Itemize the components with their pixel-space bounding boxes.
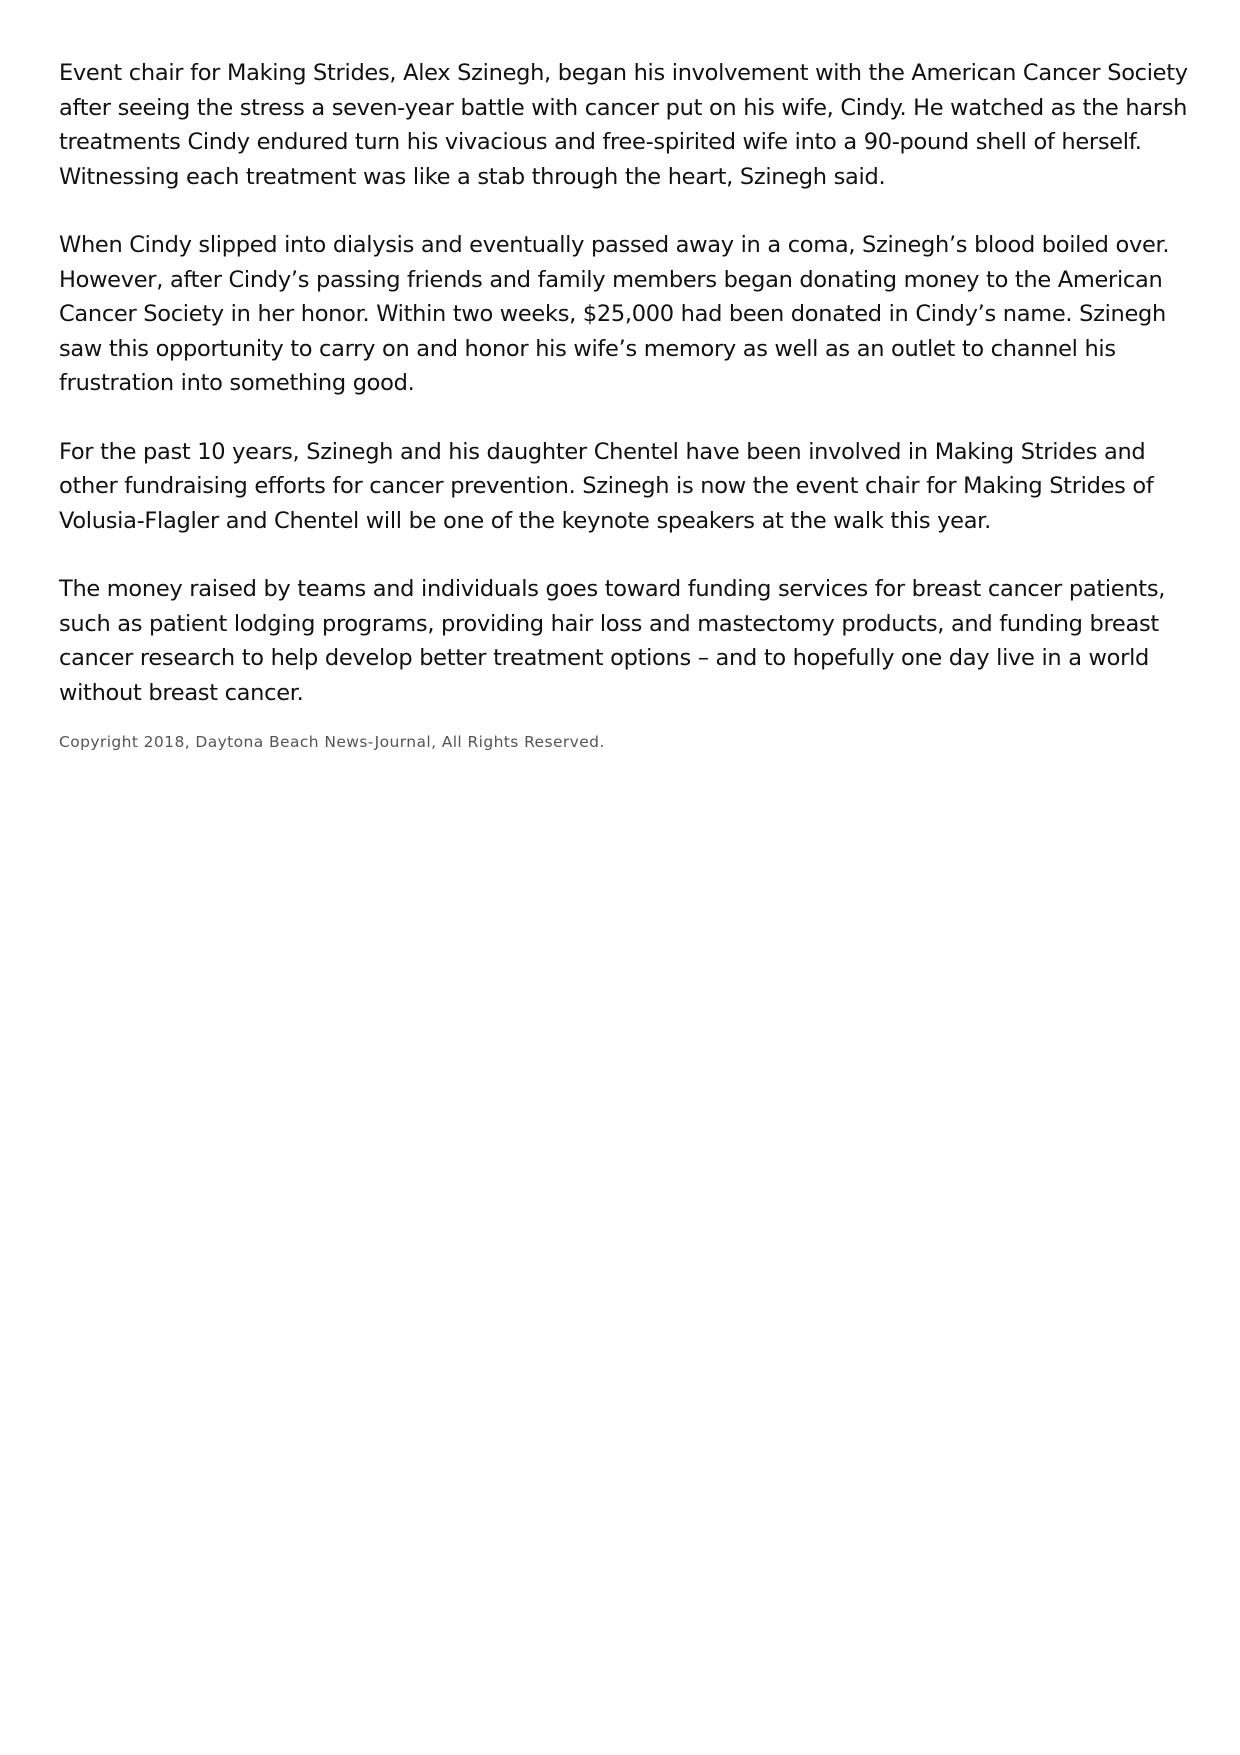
copyright-notice: Copyright 2018, Daytona Beach News-Journal, All Rights Reserved. <box>59 733 605 751</box>
article-paragraph-1: Event chair for Making Strides, Alex Szinegh, began his involvement with the American Cancer Society after seeing the stress a seven-year battle with cancer put on his wife, Cindy. He watched as the harsh treatments Cindy endured turn his vivacious and free-spirited wife into a 90-pound shell of herself. Witnessing each treatment was like a stab through the heart, Szinegh said. <box>59 60 1188 190</box>
article-paragraph-2: When Cindy slipped into dialysis and eventually passed away in a coma, Szinegh’s blood boiled over. However, after Cindy’s passing friends and family members began donating money to the American Cancer Society in her honor. Within two weeks, $25,000 had been donated in Cindy’s name. Szinegh saw this opportunity to carry on and honor his wife’s memory as well as an outlet to channel his frustration into something good. <box>59 232 1170 396</box>
article-body <box>59 56 1189 752</box>
article-paragraph-3: For the past 10 years, Szinegh and his daughter Chentel have been involved in Making Strides and other fundraising efforts for cancer prevention. Szinegh is now the event chair for Making Strides of Volusia-Flagler and Chentel will be one of the keynote speakers at the walk this year. <box>59 438 1154 534</box>
article-paragraph-4: The money raised by teams and individuals goes toward funding services for breast cancer patients, such as patient lodging programs, providing hair loss and mastectomy products, and funding breast cancer research to help develop better treatment options – and to hopefully one day live in a world without breast cancer. <box>59 576 1166 706</box>
